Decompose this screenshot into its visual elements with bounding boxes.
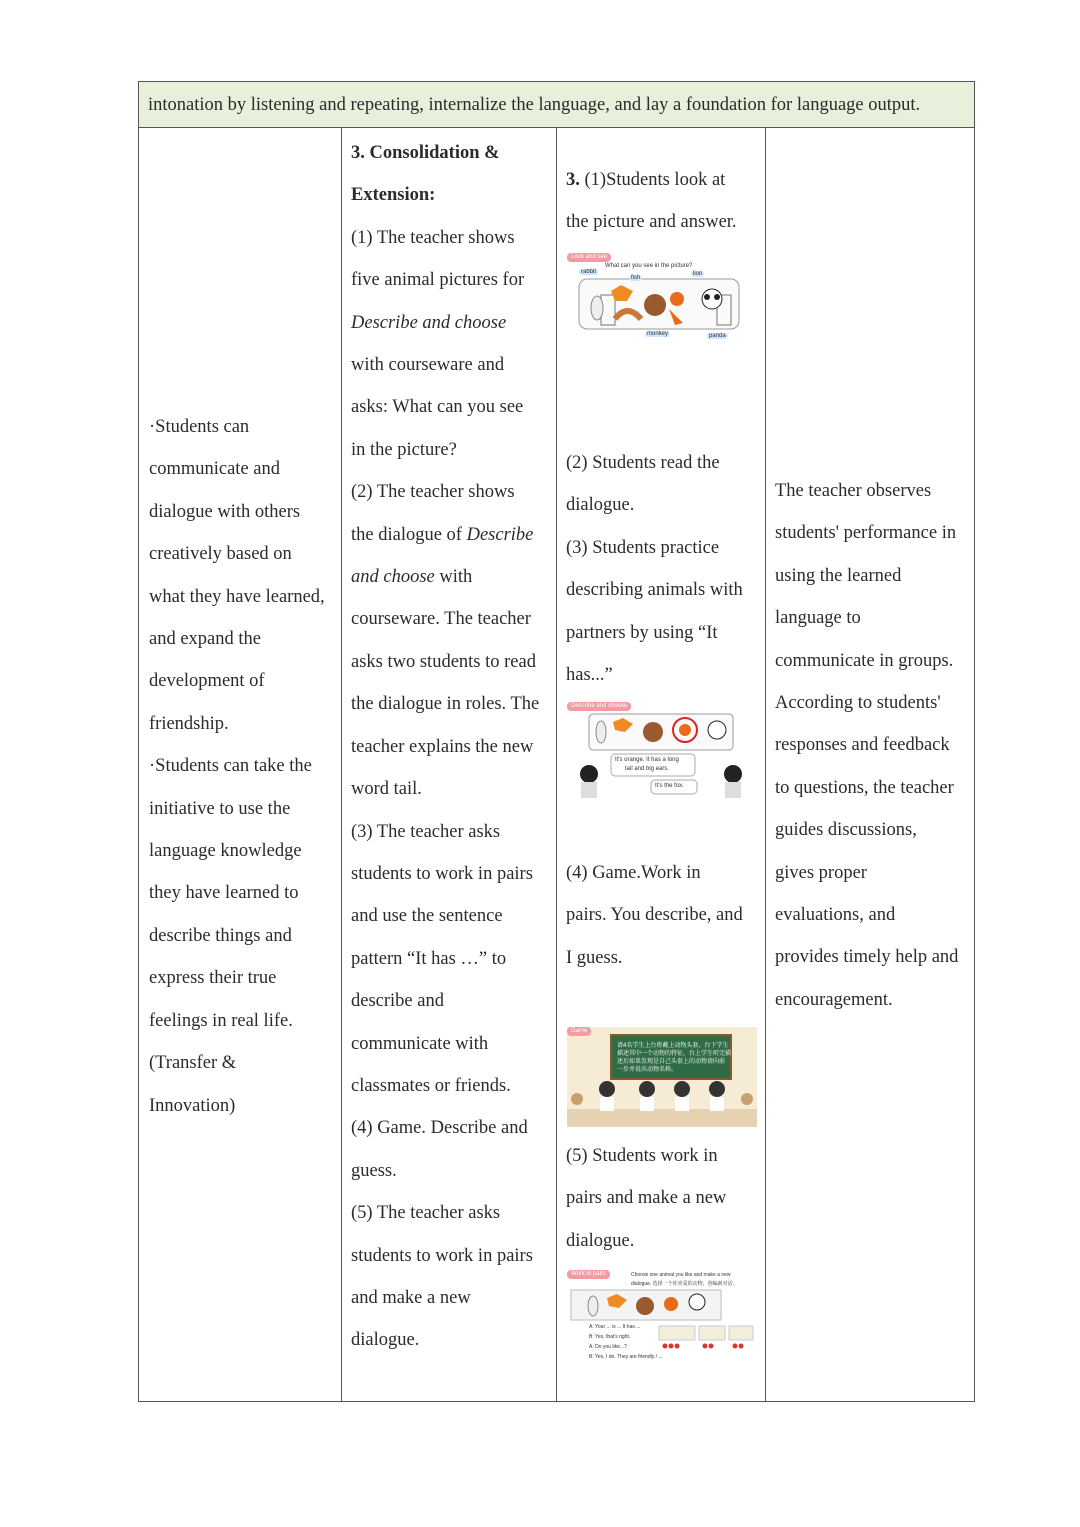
evaluation-line: responses and feedback <box>775 735 950 756</box>
teacher-line: asks: What can you see <box>351 397 524 418</box>
teacher-line: (5) The teacher asks <box>351 1203 501 1224</box>
objective-line: (Transfer & <box>149 1053 237 1074</box>
board-text: 述后如果发现是自己头套上的动物请向前 <box>617 1059 726 1065</box>
teacher-line: Describe and choose <box>351 312 507 333</box>
dialogue-line: A: Do you like...? <box>589 1344 627 1350</box>
objective-line: development of <box>149 671 265 692</box>
objective-banner: intonation by listening and repeating, internalize the language, and lay a foundation for language output. <box>139 82 974 128</box>
teacher-line: the dialogue in roles. The <box>351 694 540 715</box>
student-line: dialogue. <box>566 1230 635 1251</box>
objective-line: describe things and <box>149 925 292 946</box>
evaluation-line: provides timely help and <box>775 947 959 968</box>
student-steps-2-3 <box>566 442 761 696</box>
objective-line: Innovation) <box>149 1095 236 1116</box>
figure-question: What can you see in the picture? <box>605 263 693 269</box>
board-text: 请4名学生上台将戴上动物头套，台下学生 <box>617 1043 729 1049</box>
figure-tag: Describe and choose <box>567 702 631 711</box>
dialogue-line: A: Your ... is ... It has ... <box>589 1324 641 1330</box>
objective-line: feelings in real life. <box>149 1010 293 1031</box>
student-line: describing animals with <box>566 580 743 601</box>
student-line: has...” <box>566 665 613 686</box>
teacher-line: guess. <box>351 1160 397 1181</box>
student-line: (5) Students work in <box>566 1146 718 1166</box>
task-prompt: dialogue. 选择一个你喜爱的动物，创编新对话。 <box>631 1281 738 1287</box>
dialogue-line: B: Yes, I do. They are friendly / ... <box>589 1354 663 1360</box>
student-line: (3) Students practice <box>566 537 720 558</box>
task-prompt: Choose one animal you like and make a new <box>631 1272 731 1278</box>
student-line: pairs. You describe, and <box>566 905 743 926</box>
column-divider <box>556 128 557 1401</box>
teacher-line: and choose <box>351 567 435 588</box>
evaluation-line: communicate in groups. <box>775 650 954 671</box>
board-text: 描述其中一个动物的特征，台上学生听完描 <box>617 1051 732 1057</box>
teacher-line: courseware. The teacher <box>351 609 531 630</box>
objective-line: what they have learned, <box>149 586 325 607</box>
student-line: (1)Students look at <box>579 170 726 190</box>
evaluation-line: using the learned <box>775 565 902 586</box>
objective-line: they have learned to <box>149 883 299 904</box>
animal-label: rabbit <box>581 269 597 275</box>
teacher-line: the dialogue of <box>351 524 467 545</box>
student-line: partners by using “It <box>566 622 718 643</box>
pairwork-illustration <box>567 1270 757 1366</box>
look-and-see-figure <box>567 253 747 345</box>
figure-tag: Look and see <box>567 253 611 262</box>
speech-bubble: tail and big ears. <box>625 766 670 772</box>
teacher-line: communicate with <box>351 1033 489 1054</box>
evaluation-line: gives proper <box>775 862 867 883</box>
student-line: (4) Game.Work in <box>566 863 701 883</box>
lesson-table <box>138 81 975 1402</box>
figure-tag: Work in pairs <box>567 1270 610 1279</box>
teacher-line: (1) The teacher shows <box>351 227 515 248</box>
teacher-line: with <box>434 567 473 588</box>
teacher-line: five animal pictures for <box>351 270 525 291</box>
animal-label: panda <box>709 333 726 339</box>
student-line: (2) Students read the <box>566 453 720 473</box>
student-line: the picture and answer. <box>566 212 737 233</box>
teacher-line: students to work in pairs <box>351 863 533 884</box>
teacher-line: and use the sentence <box>351 906 503 927</box>
objective-line: dialogue with others <box>149 501 301 522</box>
evaluation-line: to questions, the teacher <box>775 777 954 798</box>
evaluation-line: evaluations, and <box>775 905 896 926</box>
teacher-line: asks two students to read <box>351 651 536 672</box>
evaluation-line: students' performance in <box>775 523 957 544</box>
objective-line: language knowledge <box>149 841 302 862</box>
teacher-line: students to work in pairs <box>351 1245 533 1266</box>
objective-line: communicate and <box>149 459 280 480</box>
column-divider <box>341 128 342 1401</box>
objective-line: express their true <box>149 968 277 989</box>
section-heading: Extension: <box>351 185 436 206</box>
objective-line: friendship. <box>149 713 229 734</box>
section-heading: 3. Consolidation & <box>351 143 500 163</box>
teacher-activities-column <box>351 132 556 1362</box>
evaluation-line: guides discussions, <box>775 820 917 841</box>
objective-line: creatively based on <box>149 544 292 565</box>
animal-label: lion <box>693 271 703 277</box>
teacher-line: word tail. <box>351 779 422 800</box>
objectives-column <box>149 406 339 1127</box>
step-number: 3. <box>566 170 580 190</box>
evaluation-line: The teacher observes <box>775 481 932 501</box>
teacher-line: teacher explains the new <box>351 736 534 757</box>
student-step-4 <box>566 852 761 979</box>
student-step-1 <box>566 159 761 244</box>
figure-tag: Game <box>567 1027 591 1036</box>
student-line: I guess. <box>566 947 623 968</box>
teacher-line: (3) The teacher asks <box>351 821 501 842</box>
board-text: 一步并说出动物名称。 <box>617 1067 678 1073</box>
teacher-line: classmates or friends. <box>351 1075 511 1096</box>
teacher-line: (4) Game. Describe and <box>351 1118 528 1139</box>
teacher-line: (2) The teacher shows <box>351 482 515 503</box>
column-divider <box>765 128 766 1401</box>
student-line: pairs and make a new <box>566 1188 727 1209</box>
evaluation-line: language to <box>775 608 861 629</box>
evaluation-line: encouragement. <box>775 989 893 1010</box>
animal-label: monkey <box>647 331 669 337</box>
objective-line: ·Students can <box>149 417 250 437</box>
game-figure <box>567 1027 757 1127</box>
teacher-line: pattern “It has …” to <box>351 948 507 969</box>
teacher-line: dialogue. <box>351 1330 420 1351</box>
objective-line: initiative to use the <box>149 798 291 819</box>
teacher-line: and make a new <box>351 1287 471 1308</box>
evaluation-column <box>775 470 972 1021</box>
objective-line: ·Students can take the <box>149 756 312 777</box>
student-line: dialogue. <box>566 495 635 516</box>
teacher-line: Describe <box>466 524 534 545</box>
teacher-line: with courseware and <box>351 355 505 376</box>
teacher-line: in the picture? <box>351 439 457 460</box>
teacher-line: describe and <box>351 991 444 1012</box>
animal-label: fish <box>631 275 641 281</box>
speech-bubble: It's orange. It has a long <box>615 757 679 763</box>
evaluation-line: According to students' <box>775 693 941 714</box>
work-in-pairs-figure <box>567 1270 757 1366</box>
objective-line: and expand the <box>149 629 261 650</box>
speech-bubble: It's the fox. <box>655 783 684 789</box>
dialogue-line: B: Yes, that's right. <box>589 1334 631 1340</box>
describe-and-choose-figure <box>567 702 752 802</box>
student-step-5 <box>566 1135 761 1262</box>
